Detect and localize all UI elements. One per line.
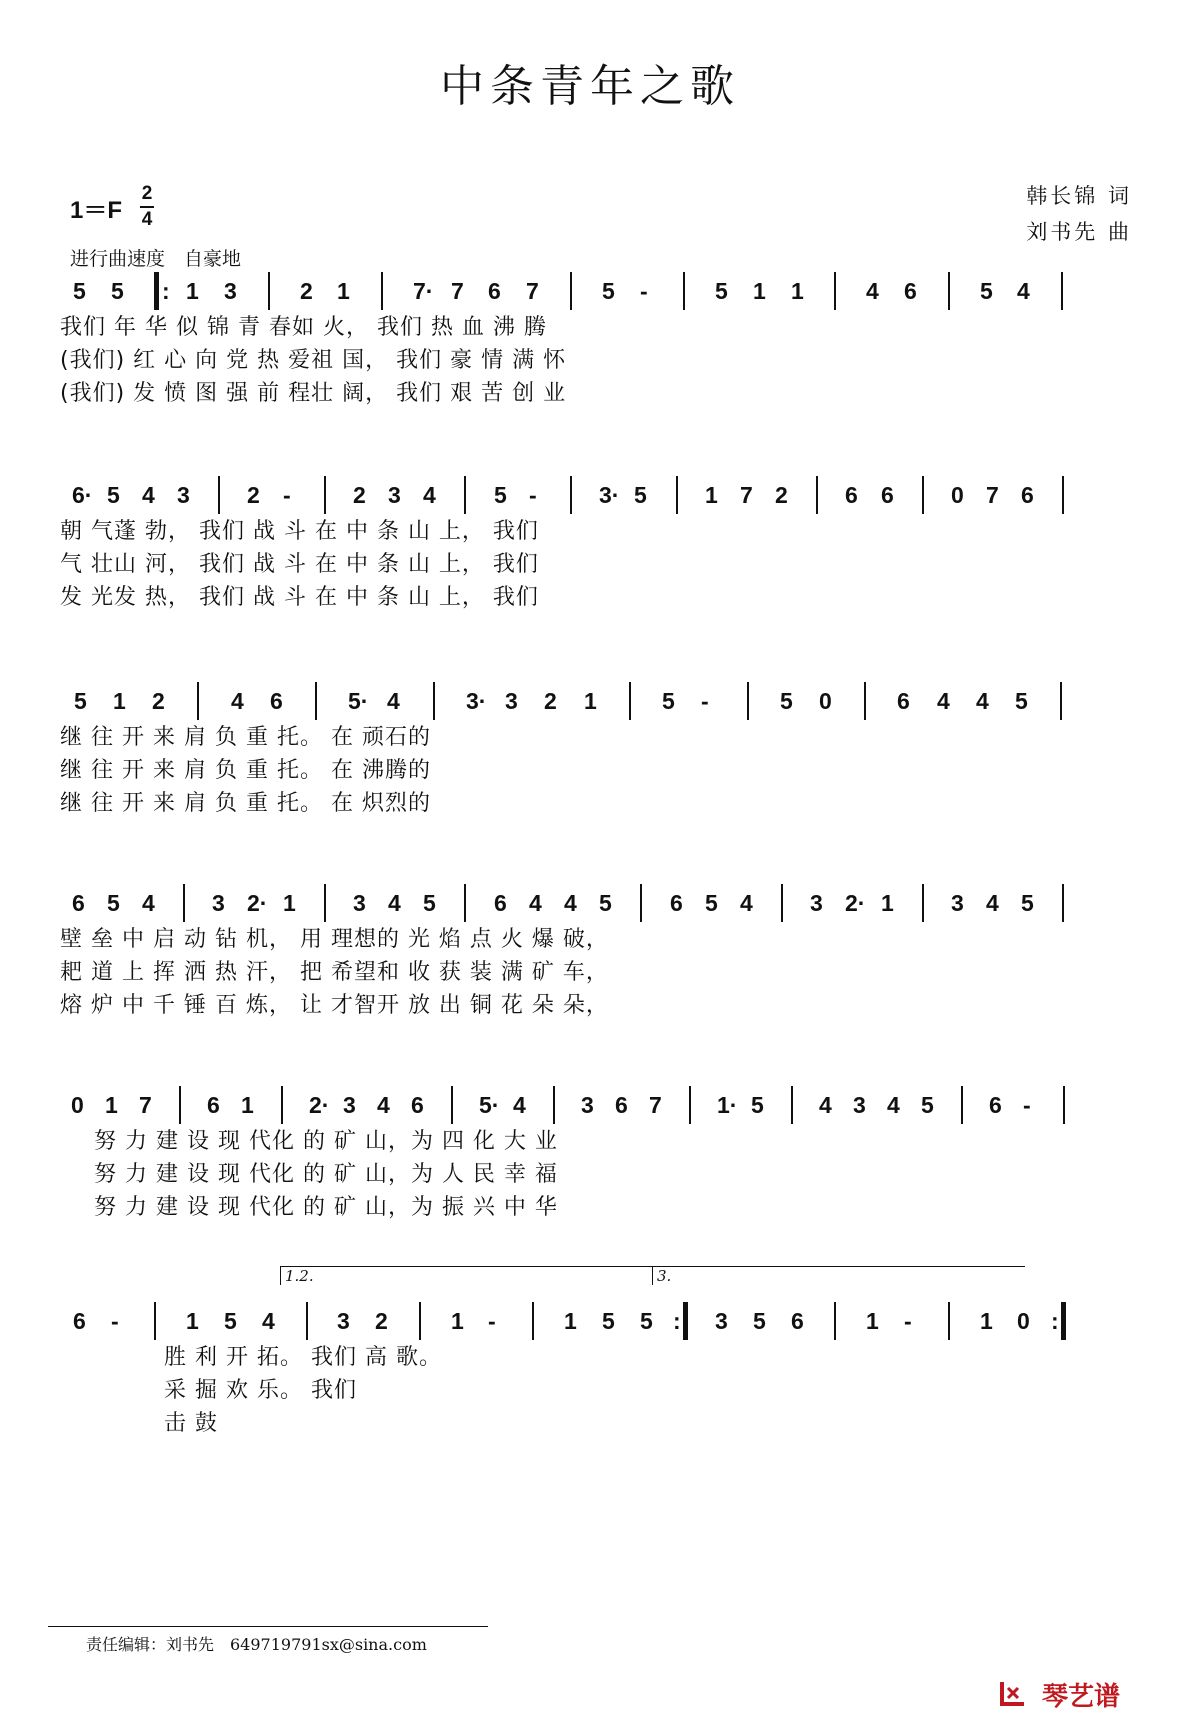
note: 4	[513, 1092, 526, 1118]
note: 4	[377, 1092, 390, 1118]
lyric-verse-2: (我们) 红 心 向 党 热 爱祖 国， 我们 豪 情 满 怀	[60, 348, 567, 373]
note: 6	[73, 1308, 86, 1334]
barline	[570, 476, 572, 514]
composer-credit: 刘书先 曲	[1026, 220, 1132, 244]
lyric-verse-1: 努 力 建 设 现 代化 的 矿 山，为 四 化 大 业	[94, 1129, 558, 1154]
site-logo: 琴艺谱	[1041, 1682, 1120, 1712]
note: 4	[937, 688, 950, 714]
barline	[268, 272, 270, 310]
note: 3	[951, 890, 964, 916]
barline	[834, 1302, 836, 1340]
note: 3·	[599, 482, 620, 508]
note: 4	[887, 1092, 900, 1118]
barline	[154, 1302, 156, 1340]
barline	[781, 884, 783, 922]
note: 4	[262, 1308, 275, 1334]
tempo-marking: 进行曲速度 自豪地	[70, 248, 242, 270]
key-signature: 1＝F	[70, 197, 123, 224]
barline	[791, 1086, 793, 1124]
barline	[747, 682, 749, 720]
note: 7	[451, 278, 464, 304]
note: 5	[705, 890, 718, 916]
note: 1	[791, 278, 804, 304]
note: 1·	[717, 1092, 738, 1118]
lyric-verse-1: 我们 年 华 似 锦 青 春如 火， 我们 热 血 沸 腾	[60, 315, 547, 340]
note: 5	[494, 482, 507, 508]
repeat-dots: :	[1051, 1308, 1059, 1334]
note: 5·	[479, 1092, 500, 1118]
note: 1	[113, 688, 126, 714]
note: 5·	[348, 688, 369, 714]
note: 5	[715, 278, 728, 304]
note: 2	[544, 688, 557, 714]
repeat-dots: :	[162, 278, 170, 304]
note: 3	[715, 1308, 728, 1334]
note: 4	[976, 688, 989, 714]
lyric-verse-1: 壁 垒 中 启 动 钻 机， 用 理想的 光 焰 点 火 爆 破，	[60, 927, 609, 952]
barline	[961, 1086, 963, 1124]
lyric-verse-3: (我们) 发 愤 图 强 前 程壮 阔， 我们 艰 苦 创 业	[60, 381, 567, 406]
note: 5	[640, 1308, 653, 1334]
note: 7	[986, 482, 999, 508]
note: 0	[951, 482, 964, 508]
barline	[306, 1302, 308, 1340]
note: 4	[986, 890, 999, 916]
barline	[281, 1086, 283, 1124]
hold-dash: -	[111, 1308, 119, 1334]
note: 3	[810, 890, 823, 916]
lyric-verse-3: 努 力 建 设 现 代化 的 矿 山，为 振 兴 中 华	[94, 1195, 558, 1220]
barline	[922, 884, 924, 922]
note: 1	[980, 1308, 993, 1334]
note: 5	[423, 890, 436, 916]
lyric-verse-1: 继 往 开 来 肩 负 重 托。 在 顽石的	[60, 725, 431, 750]
note: 4	[1017, 278, 1030, 304]
note: 3	[224, 278, 237, 304]
note: 2	[375, 1308, 388, 1334]
note: 5	[753, 1308, 766, 1334]
note: 5	[662, 688, 675, 714]
barline	[1063, 1086, 1065, 1124]
volta-first-ending: 1.2.	[280, 1266, 655, 1285]
note: 6	[615, 1092, 628, 1118]
barline	[1062, 476, 1064, 514]
lyric-verse-2: 耙 道 上 挥 洒 热 汗， 把 希望和 收 获 装 满 矿 车，	[60, 960, 609, 985]
note: 1	[186, 1308, 199, 1334]
barline	[689, 1086, 691, 1124]
song-title: 中条青年之歌	[440, 61, 740, 112]
note: 6	[1021, 482, 1034, 508]
notes-line-3	[60, 668, 1130, 728]
barline	[948, 272, 950, 310]
hold-dash: -	[904, 1308, 912, 1334]
note: 1	[241, 1092, 254, 1118]
note: 5	[980, 278, 993, 304]
note: 5	[224, 1308, 237, 1334]
lyric-verse-2: 气 壮山 河， 我们 战 斗 在 中 条 山 上， 我们	[60, 552, 539, 577]
note: 5	[602, 278, 615, 304]
note: 4	[529, 890, 542, 916]
barline	[218, 476, 220, 514]
barline	[864, 682, 866, 720]
note: 5	[73, 278, 86, 304]
note: 4	[142, 890, 155, 916]
note: 0	[1017, 1308, 1030, 1334]
hold-dash: -	[283, 482, 291, 508]
lyric-verse-1: 胜 利 开 拓。 我们 高 歌。	[164, 1345, 442, 1370]
note: 7·	[413, 278, 434, 304]
lyric-verse-3: 继 往 开 来 肩 负 重 托。 在 炽烈的	[60, 791, 431, 816]
note: 4	[423, 482, 436, 508]
barline	[419, 1302, 421, 1340]
barline	[922, 476, 924, 514]
note: 6·	[72, 482, 93, 508]
note: 6	[270, 688, 283, 714]
note: 6	[488, 278, 501, 304]
note: 1	[451, 1308, 464, 1334]
barline	[816, 476, 818, 514]
note: 6	[881, 482, 894, 508]
note: 5	[599, 890, 612, 916]
note: 6	[411, 1092, 424, 1118]
note: 5	[1021, 890, 1034, 916]
note: 1	[753, 278, 766, 304]
note: 1	[564, 1308, 577, 1334]
repeat-barline	[154, 272, 159, 310]
note: 1	[186, 278, 199, 304]
barline	[324, 476, 326, 514]
lyric-verse-2: 继 往 开 来 肩 负 重 托。 在 沸腾的	[60, 758, 431, 783]
note: 7	[740, 482, 753, 508]
barline	[381, 272, 383, 310]
note: 6	[72, 890, 85, 916]
lyric-verse-3: 熔 炉 中 千 锤 百 炼， 让 才智开 放 出 铜 花 朵 朵，	[60, 993, 609, 1018]
notes-line-2	[60, 462, 1130, 522]
barline	[1062, 884, 1064, 922]
note: 4	[388, 890, 401, 916]
barline	[433, 682, 435, 720]
note: 0	[819, 688, 832, 714]
barline	[315, 682, 317, 720]
note: 0	[71, 1092, 84, 1118]
note: 4	[819, 1092, 832, 1118]
hold-dash: -	[701, 688, 709, 714]
note: 2·	[247, 890, 268, 916]
editor-credit: 责任编辑：刘书先 649719791sx@sina.com	[86, 1635, 427, 1654]
hold-dash: -	[640, 278, 648, 304]
barline	[948, 1302, 950, 1340]
note: 7	[526, 278, 539, 304]
barline	[179, 1086, 181, 1124]
notes-line-6	[60, 1288, 1130, 1348]
barline	[183, 884, 185, 922]
repeat-barline	[683, 1302, 688, 1340]
note: 3	[581, 1092, 594, 1118]
barline	[676, 476, 678, 514]
note: 5	[107, 482, 120, 508]
note: 2	[247, 482, 260, 508]
note: 1	[283, 890, 296, 916]
barline	[640, 884, 642, 922]
note: 3	[353, 890, 366, 916]
note: 5	[602, 1308, 615, 1334]
note: 5	[780, 688, 793, 714]
note: 5	[107, 890, 120, 916]
hold-dash: -	[529, 482, 537, 508]
lyric-verse-3: 发 光发 热， 我们 战 斗 在 中 条 山 上， 我们	[60, 585, 539, 610]
time-top: 2	[141, 183, 153, 204]
note: 6	[791, 1308, 804, 1334]
repeat-barline	[1061, 1302, 1066, 1340]
note: 4	[740, 890, 753, 916]
note: 5	[921, 1092, 934, 1118]
note: 7	[139, 1092, 152, 1118]
note: 1	[105, 1092, 118, 1118]
time-bottom: 4	[141, 209, 153, 230]
note: 2	[353, 482, 366, 508]
note: 5	[1015, 688, 1028, 714]
barline	[834, 272, 836, 310]
note: 5	[634, 482, 647, 508]
time-signature	[140, 182, 154, 232]
barline	[553, 1086, 555, 1124]
note: 5	[751, 1092, 764, 1118]
notes-line-5	[60, 1072, 1130, 1132]
footer-divider	[48, 1626, 488, 1627]
hold-dash: -	[1023, 1092, 1031, 1118]
note: 1	[584, 688, 597, 714]
barline	[451, 1086, 453, 1124]
barline	[570, 272, 572, 310]
repeat-dots: :	[673, 1308, 681, 1334]
note: 4	[142, 482, 155, 508]
barline	[1061, 272, 1063, 310]
note: 6	[904, 278, 917, 304]
note: 2·	[845, 890, 866, 916]
note: 4	[387, 688, 400, 714]
note: 1	[337, 278, 350, 304]
barline	[532, 1302, 534, 1340]
barline	[683, 272, 685, 310]
barline	[464, 476, 466, 514]
hold-dash: -	[488, 1308, 496, 1334]
note: 1	[881, 890, 894, 916]
barline	[324, 884, 326, 922]
note: 4	[564, 890, 577, 916]
note: 4	[866, 278, 879, 304]
note: 4	[231, 688, 244, 714]
note: 6	[845, 482, 858, 508]
note: 2	[300, 278, 313, 304]
note: 7	[649, 1092, 662, 1118]
barline	[197, 682, 199, 720]
lyric-verse-1: 朝 气蓬 勃， 我们 战 斗 在 中 条 山 上， 我们	[60, 519, 539, 544]
note: 1	[705, 482, 718, 508]
note: 6	[670, 890, 683, 916]
note: 2·	[309, 1092, 330, 1118]
note: 2	[775, 482, 788, 508]
notes-line-4	[60, 870, 1130, 930]
barline	[1060, 682, 1062, 720]
note: 6	[494, 890, 507, 916]
note: 6	[897, 688, 910, 714]
note: 1	[866, 1308, 879, 1334]
note: 3	[505, 688, 518, 714]
note: 5	[74, 688, 87, 714]
barline	[629, 682, 631, 720]
lyricist-credit: 韩长锦 词	[1026, 184, 1132, 208]
lyric-verse-2: 采 掘 欢 乐。 我们	[164, 1378, 357, 1403]
barline	[464, 884, 466, 922]
volta-third-ending: 3.	[652, 1266, 1025, 1285]
note: 3	[343, 1092, 356, 1118]
note: 2	[152, 688, 165, 714]
note: 3	[337, 1308, 350, 1334]
lyric-verse-2: 努 力 建 设 现 代化 的 矿 山，为 人 民 幸 福	[94, 1162, 558, 1187]
note: 3	[388, 482, 401, 508]
logo-icon	[998, 1678, 1028, 1708]
note: 3	[853, 1092, 866, 1118]
note: 6	[989, 1092, 1002, 1118]
lyric-verse-3: 击 鼓	[164, 1411, 218, 1436]
notes-line-1	[60, 258, 1130, 318]
note: 3	[212, 890, 225, 916]
note: 5	[111, 278, 124, 304]
note: 6	[207, 1092, 220, 1118]
note: 3	[177, 482, 190, 508]
note: 3·	[466, 688, 487, 714]
